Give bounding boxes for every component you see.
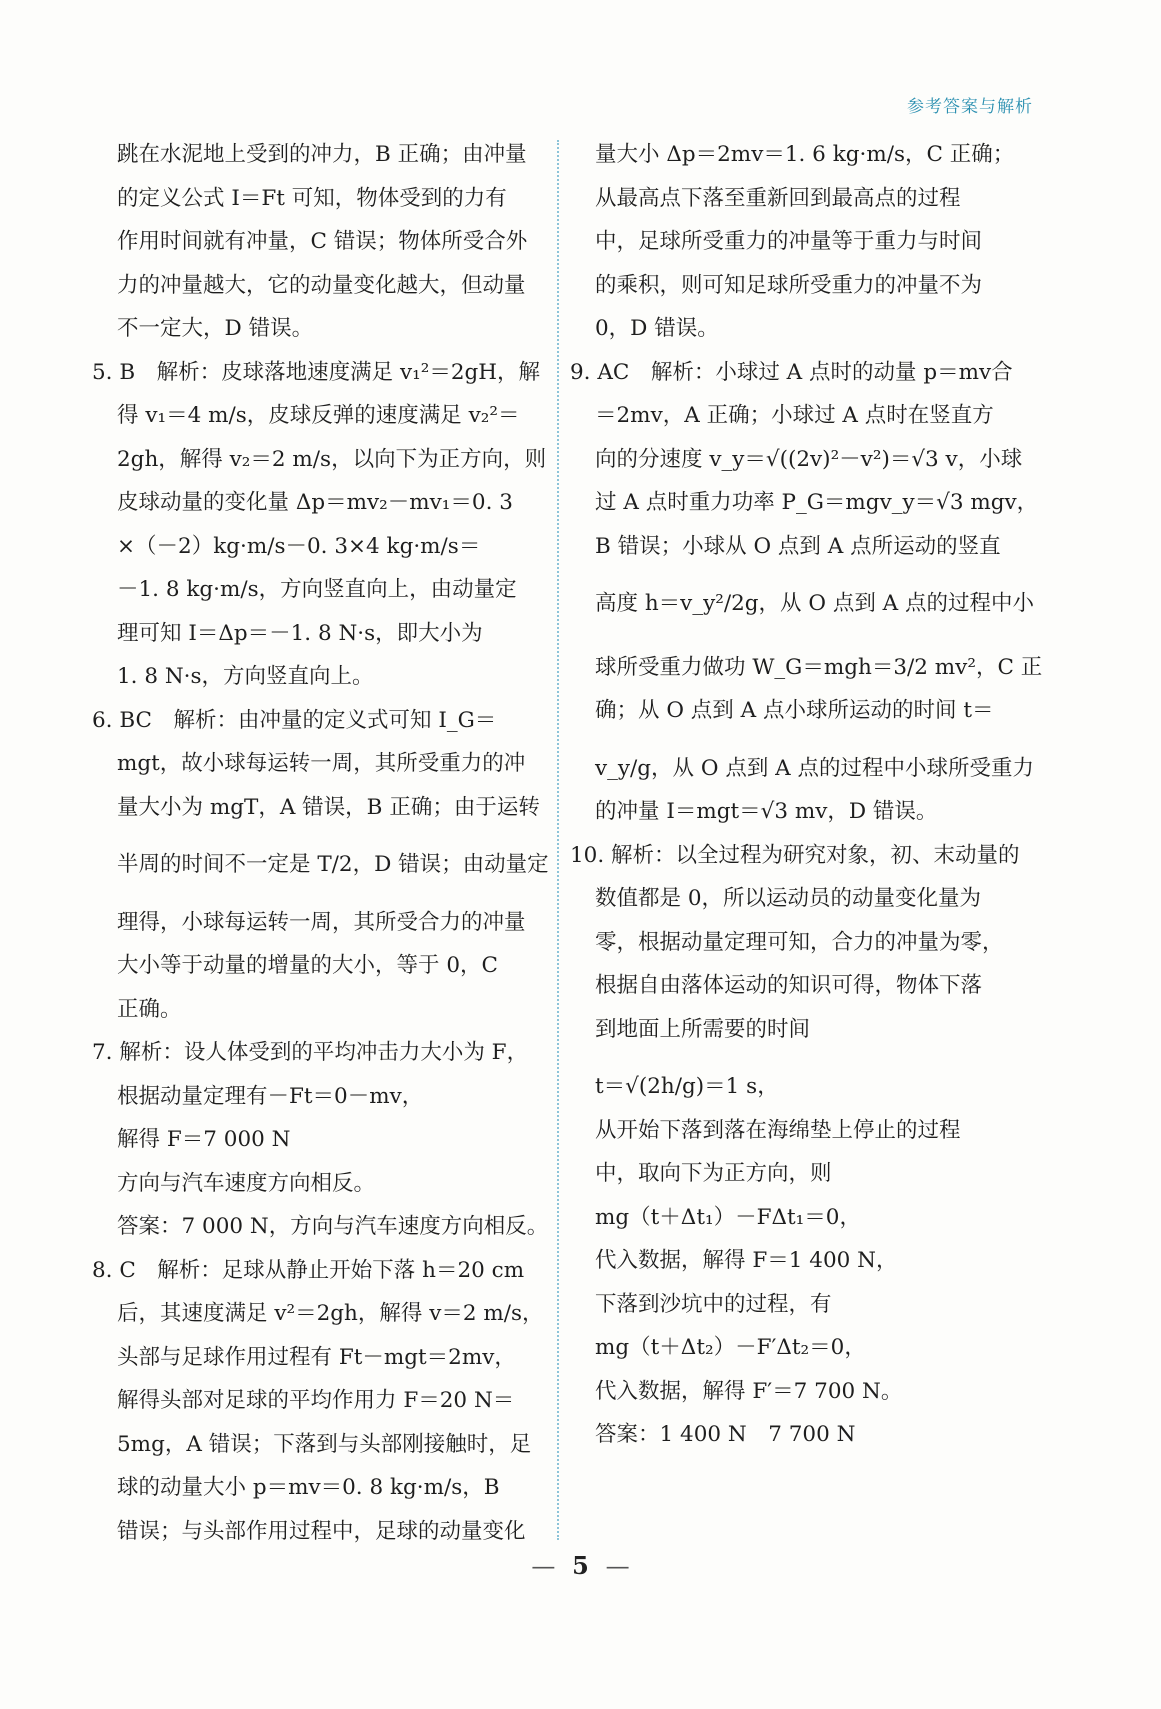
text-line: 9. AC 解析：小球过 A 点时的动量 p＝mv合 <box>570 359 1013 385</box>
text-line: 头部与足球作用过程有 Ft－mgt＝2mv， <box>117 1344 516 1370</box>
text-line: 代入数据，解得 F′＝7 700 N。 <box>595 1378 903 1404</box>
text-line: 解得 F＝7 000 N <box>117 1127 291 1152</box>
text-line: 方向与汽车速度方向相反。 <box>117 1170 376 1196</box>
text-line: 量大小为 mgT，A 错误，B 正确；由于运转 <box>117 794 540 820</box>
text-line: 中，足球所受重力的冲量等于重力与时间 <box>595 229 983 254</box>
text-line: 零，根据动量定理可知，合力的冲量为零， <box>595 929 1004 955</box>
text-line: 答案：1 400 N 7 700 N <box>595 1422 856 1447</box>
text-line: 正确。 <box>117 996 182 1022</box>
text-line: 高度 h＝v_y²/2g，从 O 点到 A 点的过程中小 <box>595 591 1035 616</box>
text-line: 半周的时间不一定是 T/2，D 错误；由动量定 <box>117 852 549 877</box>
text-line: 6. BC 解析：由冲量的定义式可知 I_G＝ <box>92 707 497 733</box>
right-column <box>570 133 1043 1457</box>
text-line: 的乘积，则可知足球所受重力的冲量不为 <box>595 272 983 298</box>
text-line: 力的冲量越大，它的动量变化越大，但动量 <box>117 272 526 298</box>
text-line: B 错误；小球从 O 点到 A 点所运动的竖直 <box>595 533 1001 559</box>
left-column <box>92 133 547 1553</box>
text-line: 作用时间就有冲量，C 错误；物体所受合外 <box>117 229 528 254</box>
text-line: 中，取向下为正方向，则 <box>595 1161 832 1186</box>
text-line: 的冲量 I＝mgt＝√3 mv，D 错误。 <box>595 799 938 824</box>
text-line: －1. 8 kg·m/s，方向竖直向上，由动量定 <box>117 577 517 602</box>
text-line: 1. 8 N·s，方向竖直向上。 <box>117 664 374 689</box>
text-line: 确；从 O 点到 A 点小球所运动的时间 t＝ <box>595 698 994 723</box>
text-line: mg（t＋Δt₁）－FΔt₁＝0， <box>595 1204 861 1230</box>
text-line: t＝√(2h/g)＝1 s， <box>595 1074 779 1099</box>
text-line: 球的动量大小 p＝mv＝0. 8 kg·m/s，B <box>117 1475 500 1500</box>
text-line: ＝2mv，A 正确；小球过 A 点时在竖直方 <box>595 403 994 428</box>
page-number: — 5 — <box>531 1551 630 1580</box>
text-line: 2gh，解得 v₂＝2 m/s，以向下为正方向，则 <box>117 446 547 472</box>
text-line: 0，D 错误。 <box>595 316 719 341</box>
text-line: 球所受重力做功 W_G＝mgh＝3/2 mv²，C 正 <box>595 654 1043 680</box>
text-line: 根据动量定理有－Ft＝0－mv， <box>117 1083 424 1109</box>
text-line: 向的分速度 v_y＝√((2v)²－v²)＝√3 v，小球 <box>595 446 1023 472</box>
text-line: 5. B 解析：皮球落地速度满足 v₁²＝2gH，解 <box>92 359 541 385</box>
text-line: 从开始下落到落在海绵垫上停止的过程 <box>595 1117 961 1143</box>
text-line: 后，其速度满足 v²＝2gh，解得 v＝2 m/s， <box>117 1301 544 1326</box>
page-number-value: 5 <box>572 1551 589 1580</box>
text-line: 理得，小球每运转一周，其所受合力的冲量 <box>117 909 526 935</box>
text-line: 错误；与头部作用过程中，足球的动量变化 <box>117 1518 526 1544</box>
text-line: 量大小 Δp＝2mv＝1. 6 kg·m/s，C 正确； <box>595 142 1015 167</box>
text-line: 8. C 解析：足球从静止开始下落 h＝20 cm <box>92 1257 525 1283</box>
text-line: 得 v₁＝4 m/s，皮球反弹的速度满足 v₂²＝ <box>117 403 520 428</box>
column-divider <box>557 140 559 1540</box>
text-line: 到地面上所需要的时间 <box>595 1016 811 1042</box>
text-line: 7. 解析：设人体受到的平均冲击力大小为 F， <box>92 1040 529 1065</box>
text-line: v_y/g，从 O 点到 A 点的过程中小球所受重力 <box>595 755 1035 781</box>
text-line: 大小等于动量的增量的大小，等于 0，C <box>117 953 498 978</box>
text-line: 5mg，A 错误；下落到与头部刚接触时，足 <box>117 1431 532 1457</box>
text-line: mgt，故小球每运转一周，其所受重力的冲 <box>117 751 526 776</box>
text-line: 代入数据，解得 F＝1 400 N， <box>595 1248 898 1273</box>
text-line: ×（－2）kg·m/s－0. 3×4 kg·m/s＝ <box>117 533 481 559</box>
text-line: 答案：7 000 N，方向与汽车速度方向相反。 <box>117 1214 549 1239</box>
text-line: 跳在水泥地上受到的冲力，B 正确；由冲量 <box>117 142 527 167</box>
text-line: 的定义公式 I＝Ft 可知，物体受到的力有 <box>117 185 507 211</box>
page-header: 参考答案与解析 <box>907 97 1033 117</box>
text-line: 10. 解析：以全过程为研究对象，初、末动量的 <box>570 842 1020 868</box>
text-line: 数值都是 0，所以运动员的动量变化量为 <box>595 886 982 911</box>
text-line: 从最高点下落至重新回到最高点的过程 <box>595 185 961 211</box>
text-line: 过 A 点时重力功率 P_G＝mgv_y＝√3 mgv， <box>595 490 1039 515</box>
text-line: 下落到沙坑中的过程，有 <box>595 1291 832 1317</box>
text-line: 根据自由落体运动的知识可得，物体下落 <box>595 973 983 998</box>
text-line: 解得头部对足球的平均作用力 F＝20 N＝ <box>117 1388 515 1413</box>
text-line: 理可知 I＝Δp＝－1. 8 N·s，即大小为 <box>117 620 483 646</box>
text-line: 不一定大，D 错误。 <box>117 316 314 341</box>
text-line: 皮球动量的变化量 Δp＝mv₂－mv₁＝0. 3 <box>117 490 513 515</box>
text-line: mg（t＋Δt₂）－F′Δt₂＝0， <box>595 1335 866 1360</box>
